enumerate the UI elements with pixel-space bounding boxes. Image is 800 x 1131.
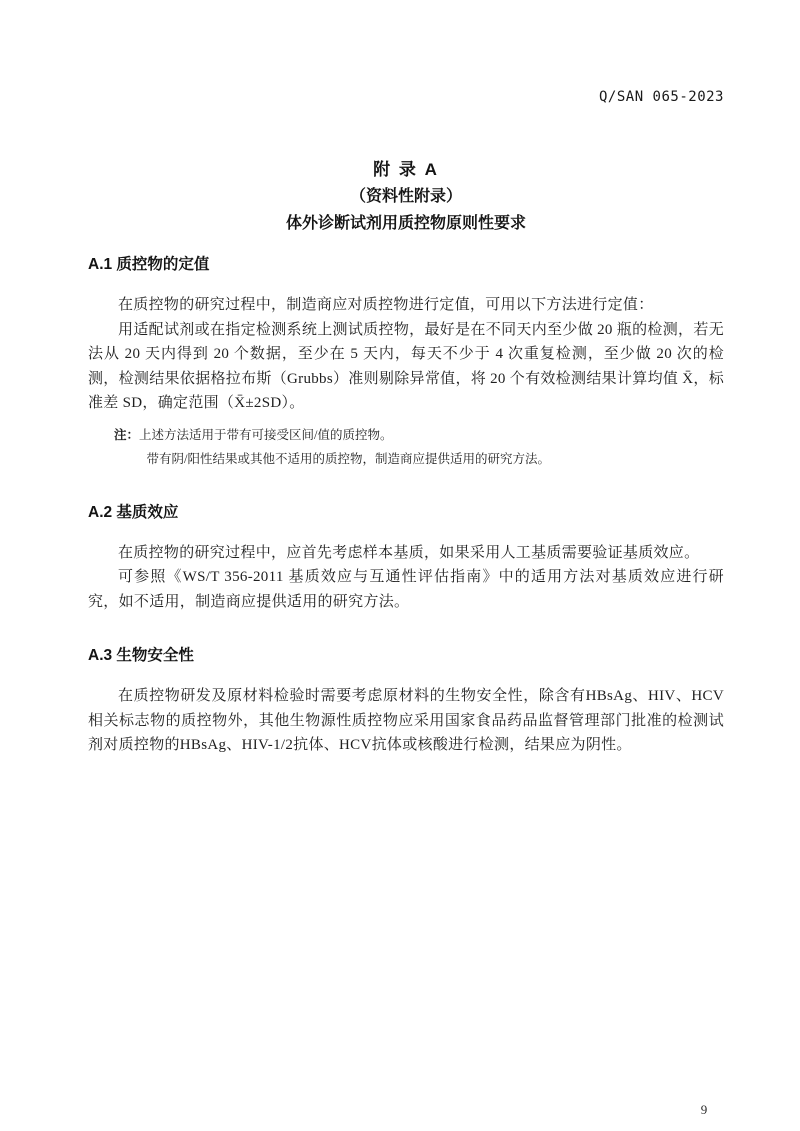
section-a1 (88, 253, 724, 471)
appendix-title-block (88, 156, 724, 237)
note-label: 注： (114, 427, 140, 442)
section-a1-body (88, 293, 724, 471)
doc-code: Q/SAN 065-2023 (598, 89, 724, 105)
doc-header (88, 0, 724, 106)
appendix-subject: 体外诊断试剂用质控物原则性要求 (285, 215, 526, 232)
section-a2 (88, 501, 724, 615)
paragraph: 用适配试剂或在指定检测系统上测试质控物，最好是在不同天内至少做 20 瓶的检测，若无法从 20 天内得到 20 个数据，至少在 5 天内，每天不少于 4 次重复检测，至少做 20 次的检测，检测结果依据格拉布斯（Grubbs）准则剔除异常值，将 20 个有效检测结果计算均值 X̄，标准差 SD，确定范围（X̄±2SD）。 (88, 321, 724, 411)
note-text: 上述方法适用于带有可接受区间/值的质控物。 (139, 427, 393, 442)
appendix-title: 附 录 A (373, 160, 439, 179)
section-a1-heading: A.1 质控物的定值 (88, 256, 210, 273)
section-divider-space (88, 614, 724, 629)
section-a2-heading: A.2 基质效应 (88, 503, 179, 521)
note-line (114, 423, 724, 447)
paragraph: 可参照《WS/T 356-2011 基质效应与互通性评估指南》中的适用方法对基质效应进行研究，如不适用，制造商应提供适用的研究方法。 (88, 569, 724, 610)
paragraph: 在质控物研发及原材料检验时需要考虑原材料的生物安全性，除含有HBsAg、HIV、HCV相关标志物的质控物外，其他生物源性质控物应采用国家食品药品监督管理部门批准的检测试剂对质控物的HBsAg、HIV-1/2抗体、HCV抗体或核酸进行检测，结果应为阴性。 (88, 688, 724, 753)
section-a2-body (88, 541, 724, 615)
page-footer (684, 1101, 724, 1119)
section-divider-space (88, 471, 724, 486)
note-block (114, 423, 724, 471)
note-text: 带有阴/阳性结果或其他不适用的质控物，制造商应提供适用的研究方法。 (146, 451, 550, 466)
appendix-type: （资料性附录） (349, 188, 462, 205)
section-a3-body (88, 684, 724, 758)
page-number: 9 (700, 1102, 708, 1117)
section-a3-heading: A.3 生物安全性 (88, 647, 194, 664)
paragraph: 在质控物的研究过程中，制造商应对质控物进行定值，可用以下方法进行定值： (118, 297, 654, 313)
section-a3 (88, 644, 724, 758)
paragraph: 在质控物的研究过程中，应首先考虑样本基质，如果采用人工基质需要验证基质效应。 (118, 544, 700, 561)
